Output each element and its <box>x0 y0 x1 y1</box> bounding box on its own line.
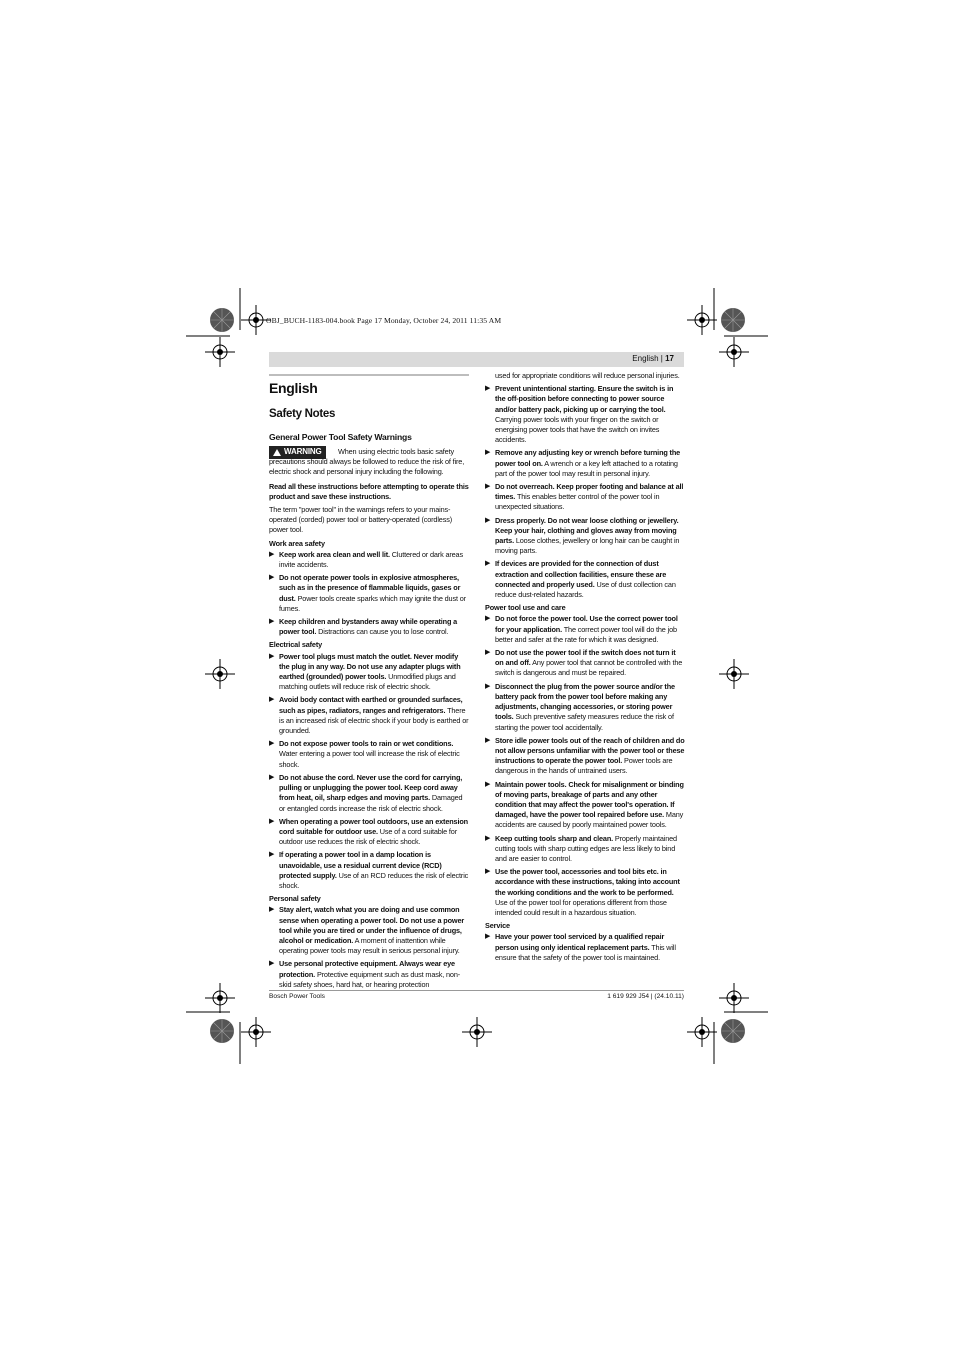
safety-item <box>485 834 685 865</box>
safety-item <box>485 780 685 831</box>
header-separator: | <box>660 354 663 363</box>
bullet-arrow-icon: ▶ <box>485 736 491 744</box>
item-instruction: Do not use the power tool if the switch does not turn it on and off. <box>495 648 676 668</box>
registration-target-icon <box>202 980 238 1016</box>
item-instruction: Dress properly. Do not wear loose clothing or jewellery. Keep your hair, clothing and gloves away from moving parts. <box>495 515 679 546</box>
safety-item <box>485 648 685 679</box>
item-instruction: Do not operate power tools in explosive atmospheres, such as in the presence of flammable liquids, gases or dust. <box>279 573 461 603</box>
page-number: 17 <box>665 354 674 363</box>
subsection-heading: General Power Tool Safety Warnings <box>269 432 412 442</box>
title-rule <box>269 374 469 376</box>
item-explanation: This enables better control of the power tool in unexpected situations. <box>495 492 660 512</box>
use-care-heading: Power tool use and care <box>485 603 566 613</box>
footer-docnumber: 1 619 929 J54 | (24.10.11) <box>607 993 684 1000</box>
safety-item <box>485 867 685 918</box>
service-list <box>485 932 685 963</box>
footer-rule <box>269 990 684 991</box>
safety-item <box>485 482 685 513</box>
service-heading: Service <box>485 921 510 931</box>
warning-triangle-icon <box>273 449 281 456</box>
safety-item <box>485 448 685 479</box>
power-tool-term: The term "power tool" in the warnings refers to your mains-operated (corded) power tool or battery-operated (cordless) power tool. <box>269 505 452 535</box>
registration-target-icon <box>202 656 238 692</box>
bullet-arrow-icon: ▶ <box>269 817 275 825</box>
registration-target-icon <box>459 1014 495 1050</box>
item-instruction: Use personal protective equipment. Always wear eye protection. <box>279 959 455 979</box>
item-explanation: Water entering a power tool will increase the risk of electric shock. <box>279 749 460 769</box>
item-explanation: A moment of inattention while operating power tools may result in serious personal injury. <box>279 935 460 956</box>
bullet-arrow-icon: ▶ <box>269 773 275 781</box>
item-explanation: Unmodified plugs and matching outlets will reduce risk of electric shock. <box>279 672 456 692</box>
item-instruction: Disconnect the plug from the power source and/or the battery pack from the power tool before making any adjustments, changing accessories, or storing power tools. <box>495 681 675 722</box>
registration-target-icon <box>716 980 752 1016</box>
item-instruction: When operating a power tool outdoors, use an extension cord suitable for outdoor use. <box>279 816 468 836</box>
page-title: English <box>269 380 318 396</box>
electrical-heading: Electrical safety <box>269 640 323 650</box>
item-instruction: Remove any adjusting key or wrench before turning the power tool on. <box>495 448 681 468</box>
item-explanation: This will ensure that the safety of the power tool is maintained. <box>495 942 676 962</box>
bullet-arrow-icon: ▶ <box>485 649 491 657</box>
use-care-list <box>485 614 685 918</box>
work-area-list <box>269 550 469 638</box>
bullet-arrow-icon: ▶ <box>485 834 491 842</box>
safety-item <box>269 817 469 848</box>
section-heading: Safety Notes <box>269 408 336 420</box>
color-wheel-icon <box>209 307 235 333</box>
safety-item <box>269 739 469 770</box>
item-instruction: Use the power tool, accessories and tool bits etc. in accordance with these instructions, taking into account the working conditions and the work to be performed. <box>495 867 680 897</box>
header-text <box>632 354 674 363</box>
item-explanation: Any power tool that cannot be controlled with the switch is dangerous and must be repaired. <box>495 658 683 678</box>
bullet-arrow-icon: ▶ <box>485 483 491 491</box>
safety-item <box>485 614 685 645</box>
bullet-arrow-icon: ▶ <box>485 615 491 623</box>
item-instruction: Avoid body contact with earthed or grounded surfaces, such as pipes, radiators, ranges and refrigerators. <box>279 695 463 715</box>
item-explanation: Damaged or entangled cords increase the risk of electric shock. <box>279 793 463 813</box>
safety-item <box>269 959 469 990</box>
bullet-arrow-icon: ▶ <box>269 740 275 748</box>
bullet-arrow-icon: ▶ <box>485 385 491 393</box>
registration-target-icon <box>238 1014 274 1050</box>
warning-label: WARNING <box>284 447 322 457</box>
personal-heading: Personal safety <box>269 894 321 904</box>
item-explanation: Use of a cord suitable for outdoor use reduces the risk of electric shock. <box>279 826 457 847</box>
item-instruction: Prevent unintentional starting. Ensure the switch is in the off-position before connecting to power source and/or battery pack, picking up or carrying the tool. <box>495 384 674 414</box>
personal-list-continued <box>485 384 685 600</box>
item-explanation: Distractions can cause you to lose control. <box>316 627 449 637</box>
work-area-heading: Work area safety <box>269 538 325 548</box>
safety-item <box>485 516 685 557</box>
item-instruction: Do not expose power tools to rain or wet conditions. <box>279 739 454 749</box>
header-language: English <box>632 354 659 363</box>
bullet-arrow-icon: ▶ <box>485 868 491 876</box>
item-instruction: If operating a power tool in a damp location is unavoidable, use a residual current device (RCD) protected supply. <box>279 850 442 880</box>
registration-target-icon <box>202 334 238 370</box>
item-explanation: Protective equipment such as dust mask, non-skid safety shoes, hard hat, or hearing protection <box>279 969 461 989</box>
item-explanation: Properly maintained cutting tools with sharp cutting edges are less likely to bind and are easier to control. <box>495 833 677 863</box>
bullet-arrow-icon: ▶ <box>269 652 275 660</box>
item-explanation: Power tools are dangerous in the hands of untrained users. <box>495 756 673 776</box>
safety-item <box>269 773 469 814</box>
read-all-instructions: Read all these instructions before attempting to operate this product and save these instructions. <box>269 481 469 501</box>
bullet-arrow-icon: ▶ <box>269 960 275 968</box>
bullet-arrow-icon: ▶ <box>269 618 275 626</box>
right-column <box>485 371 685 966</box>
item-instruction: Keep children and bystanders away while operating a power tool. <box>279 617 458 637</box>
item-instruction: Have your power tool serviced by a qualified repair person using only identical replacement parts. <box>495 932 665 952</box>
item-instruction: Store idle power tools out of the reach of children and do not allow persons unfamiliar with the power tool or these instructions to operate the power tool. <box>495 735 685 766</box>
footer-brand: Bosch Power Tools <box>269 993 325 1000</box>
registration-target-icon <box>716 334 752 370</box>
bullet-arrow-icon: ▶ <box>485 682 491 690</box>
item-explanation: There is an increased risk of electric shock if your body is earthed or grounded. <box>279 705 469 736</box>
item-instruction: Do not overreach. Keep proper footing and balance at all times. <box>495 482 684 502</box>
registration-target-icon <box>684 1014 720 1050</box>
safety-item <box>485 384 685 445</box>
registration-target-icon <box>716 656 752 692</box>
safety-item <box>269 550 469 570</box>
bullet-arrow-icon: ▶ <box>485 560 491 568</box>
bullet-arrow-icon: ▶ <box>269 574 275 582</box>
item-explanation: Many accidents are caused by poorly maintained power tools. <box>495 810 684 830</box>
bullet-arrow-icon: ▶ <box>485 780 491 788</box>
bullet-arrow-icon: ▶ <box>269 906 275 914</box>
continuation-text: used for appropriate conditions will reduce personal injuries. <box>495 371 680 380</box>
safety-item <box>269 573 469 614</box>
item-explanation: Use of an RCD reduces the risk of electric shock. <box>279 870 469 890</box>
item-instruction: Do not force the power tool. Use the correct power tool for your application. <box>495 614 678 634</box>
safety-item <box>269 905 469 956</box>
item-instruction: Stay alert, watch what you are doing and use common sense when operating a power tool. Do not use a power tool while you are tired or under the influence of drugs, alcohol or medication. <box>279 905 465 945</box>
print-slug: OBJ_BUCH-1183-004.book Page 17 Monday, October 24, 2011 11:35 AM <box>266 316 502 325</box>
item-explanation: Such preventive safety measures reduce the risk of starting the power tool accidentally. <box>495 712 674 732</box>
electrical-list <box>269 652 469 891</box>
safety-item <box>269 652 469 693</box>
bullet-arrow-icon: ▶ <box>485 516 491 524</box>
color-wheel-icon <box>720 307 746 333</box>
personal-list <box>269 905 469 990</box>
safety-item <box>269 617 469 637</box>
item-explanation: A wrench or a key left attached to a rotating part of the power tool may result in personal injury. <box>495 458 678 478</box>
safety-item <box>269 850 469 891</box>
registration-target-icon <box>684 302 720 338</box>
bullet-arrow-icon: ▶ <box>269 851 275 859</box>
left-column <box>269 374 469 993</box>
safety-item <box>269 695 469 736</box>
color-wheel-icon <box>209 1018 235 1044</box>
running-header <box>269 352 684 367</box>
safety-item <box>485 559 685 600</box>
item-explanation: Carrying power tools with your finger on the switch or energising power tools that have the switch on invites accidents. <box>495 414 660 445</box>
safety-item <box>485 736 685 777</box>
color-wheel-icon <box>720 1018 746 1044</box>
item-explanation: Power tools create sparks which may ignite the dust or fumes. <box>279 593 466 613</box>
safety-item <box>485 932 685 963</box>
warning-text: When using electric tools basic safety precautions should always be followed to reduce the risk of fire, electric shock and personal injury including the following. <box>269 447 465 477</box>
bullet-arrow-icon: ▶ <box>485 933 491 941</box>
safety-item <box>485 682 685 733</box>
item-instruction: If devices are provided for the connection of dust extraction and collection facilities, ensure these are connected and properly used. <box>495 559 667 589</box>
bullet-arrow-icon: ▶ <box>269 696 275 704</box>
item-explanation: Loose clothes, jewellery or long hair can be caught in moving parts. <box>495 536 680 556</box>
item-instruction: Do not abuse the cord. Never use the cord for carrying, pulling or unplugging the power tool. Keep cord away from heat, oil, sharp edges and moving parts. <box>279 772 463 803</box>
bullet-arrow-icon: ▶ <box>269 550 275 558</box>
item-instruction: Keep work area clean and well lit. <box>279 549 390 559</box>
bullet-arrow-icon: ▶ <box>485 449 491 457</box>
item-instruction: Power tool plugs must match the outlet. Never modify the plug in any way. Do not use any adapter plugs with earthed (grounded) power tools. <box>279 651 461 682</box>
item-instruction: Keep cutting tools sharp and clean. <box>495 833 614 843</box>
item-explanation: The correct power tool will do the job better and safer at the rate for which it was designed. <box>495 624 677 644</box>
item-instruction: Maintain power tools. Check for misalignment or binding of moving parts, breakage of parts and any other condition that may affect the power tool's operation. If damaged, have the power tool repaired before use. <box>495 779 684 820</box>
item-explanation: Use of the power tool for operations different from those intended could result in a hazardous situation. <box>495 897 667 917</box>
item-explanation: Use of dust collection can reduce dust-related hazards. <box>495 579 676 600</box>
item-explanation: Cluttered or dark areas invite accidents. <box>279 549 463 570</box>
